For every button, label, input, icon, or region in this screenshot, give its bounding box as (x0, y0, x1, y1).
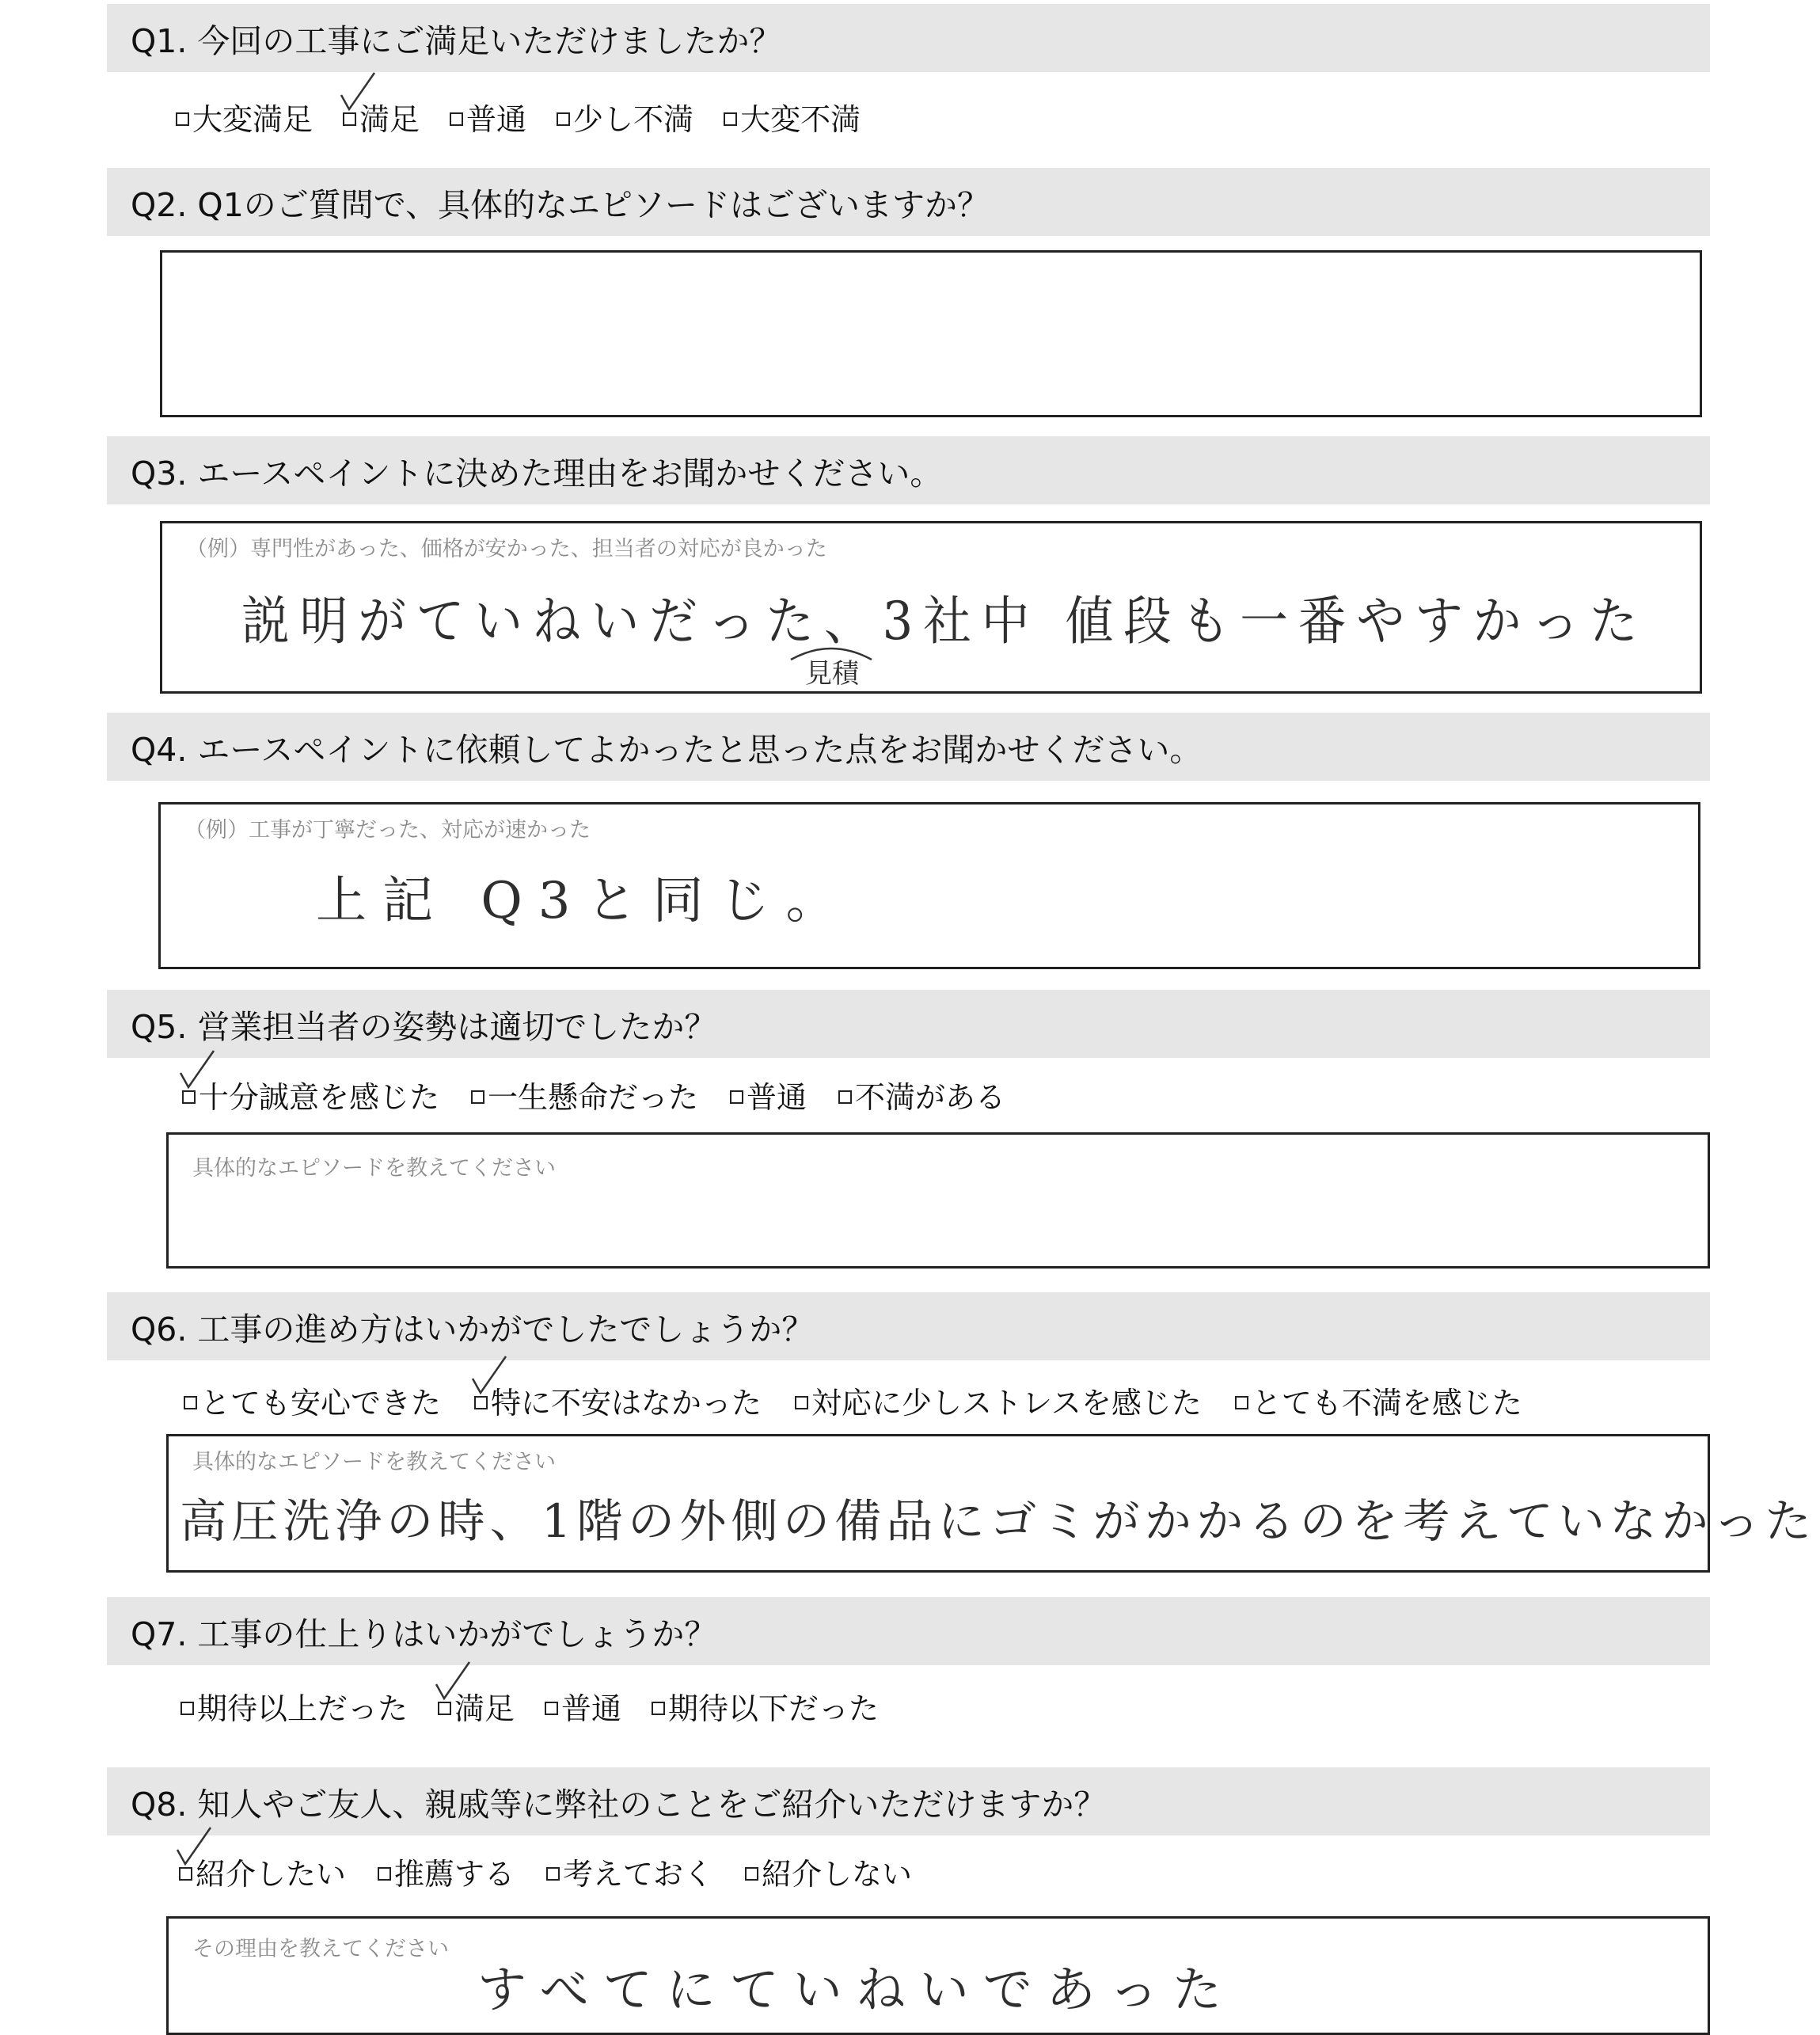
q5-option-4[interactable] (838, 1073, 1005, 1116)
checkbox-checked[interactable] (179, 1867, 192, 1881)
option-label: 期待以下だった (668, 1691, 880, 1726)
q8-options (179, 1850, 912, 1893)
q5-hint: 具体的なエピソードを教えてください (192, 1156, 556, 1181)
option-label: 紹介したい (196, 1857, 347, 1892)
option-label: 不満がある (855, 1080, 1006, 1115)
option-label: 考えておく (563, 1857, 714, 1892)
checkbox[interactable] (745, 1867, 758, 1881)
q5-title: Q5. 営業担当者の姿勢は適切でしたか？ (131, 1007, 717, 1046)
q6-header (107, 1292, 1710, 1360)
q6-option-3[interactable] (795, 1379, 1202, 1422)
q7-option-4[interactable] (652, 1684, 879, 1728)
option-label: 普通 (747, 1080, 807, 1115)
q6-title: Q6. 工事の進め方はいかがでしたでしょうか？ (131, 1310, 815, 1348)
option-label: 少し不満 (573, 102, 694, 137)
checkbox[interactable] (378, 1867, 391, 1881)
q6-answer-box[interactable] (166, 1434, 1817, 1573)
checkbox[interactable] (545, 1702, 558, 1715)
q8-title: Q8. 知人やご友人、親戚等に弊社のことをご紹介いただけますか？ (131, 1785, 1107, 1824)
q4-header (107, 713, 1710, 781)
checkmark-icon (435, 1660, 471, 1702)
q8-header (107, 1767, 1710, 1835)
q8-hint: その理由を教えてください (192, 1937, 449, 1961)
checkbox[interactable] (1235, 1396, 1248, 1409)
option-label: 特に不安はなかった (491, 1386, 762, 1421)
q7-options (180, 1684, 879, 1728)
q1-option-5[interactable] (724, 95, 861, 139)
q2-header (107, 168, 1710, 236)
q3-title: Q3. エースペイントに決めた理由をお聞かせください。 (131, 454, 943, 493)
q8-option-2[interactable] (378, 1850, 515, 1893)
q7-title: Q7. 工事の仕上りはいかがでしょうか？ (131, 1615, 717, 1653)
q5-options (182, 1073, 1005, 1116)
q6-option-1[interactable] (184, 1379, 441, 1422)
checkbox[interactable] (184, 1396, 197, 1409)
q6-hint: 具体的なエピソードを教えてください (192, 1450, 556, 1474)
q7-header (107, 1597, 1710, 1665)
option-label: 推薦する (394, 1857, 515, 1892)
option-label: とても安心できた (200, 1386, 442, 1421)
q7-option-1[interactable] (180, 1684, 408, 1728)
checkmark-icon (340, 71, 376, 112)
q5-header (107, 990, 1710, 1058)
q5-option-1[interactable] (182, 1073, 439, 1116)
q1-option-4[interactable] (557, 95, 693, 139)
q2-title: Q2. Q1のご質問で、具体的なエピソードはございますか？ (131, 185, 990, 224)
option-label: 大変満足 (192, 102, 313, 137)
q8-answer: すべてにていねいであった (477, 1961, 1237, 2018)
q5-option-3[interactable] (730, 1073, 807, 1116)
q6-option-2[interactable] (474, 1379, 762, 1422)
checkbox-checked[interactable] (438, 1702, 451, 1715)
checkbox[interactable] (176, 112, 189, 126)
checkbox-checked[interactable] (182, 1090, 196, 1104)
checkbox[interactable] (730, 1090, 743, 1104)
option-label: 満足 (359, 102, 420, 137)
checkbox[interactable] (838, 1090, 852, 1104)
option-label: とても不満を感じた (1251, 1386, 1522, 1421)
q1-option-1[interactable] (176, 95, 313, 139)
q4-answer: 上記 Q3と同じ。 (316, 872, 853, 930)
q3-answer-box[interactable] (160, 521, 1702, 694)
q8-option-4[interactable] (745, 1850, 912, 1893)
q6-option-4[interactable] (1235, 1379, 1522, 1422)
q1-options (176, 95, 861, 139)
q7-option-2[interactable] (438, 1684, 515, 1728)
option-label: 対応に少しストレスを感じた (811, 1386, 1202, 1421)
checkbox[interactable] (180, 1702, 194, 1715)
q3-hint: （例）専門性があった、価格が安かった、担当者の対応が良かった (186, 537, 827, 561)
checkbox-checked[interactable] (343, 112, 356, 126)
q8-answer-box[interactable] (166, 1916, 1710, 2035)
q4-hint: （例）工事が丁寧だった、対応が速かった (184, 818, 591, 843)
option-label: 十分誠意を感じた (199, 1080, 440, 1115)
q6-answer: 高圧洗浄の時、1階の外側の備品にゴミがかかるのを考えていなかった (180, 1494, 1817, 1548)
checkmark-icon (176, 1826, 212, 1867)
option-label: 一生懸命だった (488, 1080, 699, 1115)
checkbox-checked[interactable] (474, 1396, 488, 1409)
q1-option-2[interactable] (343, 95, 420, 139)
checkmark-icon (471, 1355, 507, 1396)
q1-header (107, 4, 1710, 72)
q6-options (184, 1379, 1522, 1422)
checkbox[interactable] (795, 1396, 808, 1409)
q3-note: 見積 (805, 658, 859, 690)
option-label: 普通 (561, 1691, 622, 1726)
q1-option-3[interactable] (450, 95, 526, 139)
checkbox[interactable] (652, 1702, 665, 1715)
option-label: 期待以上だった (197, 1691, 408, 1726)
q5-answer-box[interactable] (166, 1132, 1710, 1269)
q4-title: Q4. エースペイントに依頼してよかったと思った点をお聞かせください。 (131, 730, 1203, 769)
q3-answer: 説明がていねいだった、3社中 値段も一番やすかった (241, 591, 1648, 652)
q3-header (107, 436, 1710, 504)
q4-answer-box[interactable] (158, 802, 1700, 969)
option-label: 普通 (466, 102, 527, 137)
q7-option-3[interactable] (545, 1684, 621, 1728)
option-label: 大変不満 (740, 102, 861, 137)
checkbox[interactable] (724, 112, 737, 126)
checkbox[interactable] (471, 1090, 484, 1104)
q1-title: Q1. 今回の工事にご満足いただけましたか？ (131, 21, 782, 60)
checkmark-icon (179, 1049, 215, 1090)
option-label: 紹介しない (762, 1857, 913, 1892)
q5-option-2[interactable] (471, 1073, 698, 1116)
option-label: 満足 (454, 1691, 515, 1726)
checkbox[interactable] (450, 112, 463, 126)
checkbox[interactable] (557, 112, 570, 126)
q2-answer-box[interactable] (160, 250, 1702, 417)
checkbox[interactable] (546, 1867, 560, 1881)
q8-option-3[interactable] (546, 1850, 713, 1893)
q8-option-1[interactable] (179, 1850, 346, 1893)
